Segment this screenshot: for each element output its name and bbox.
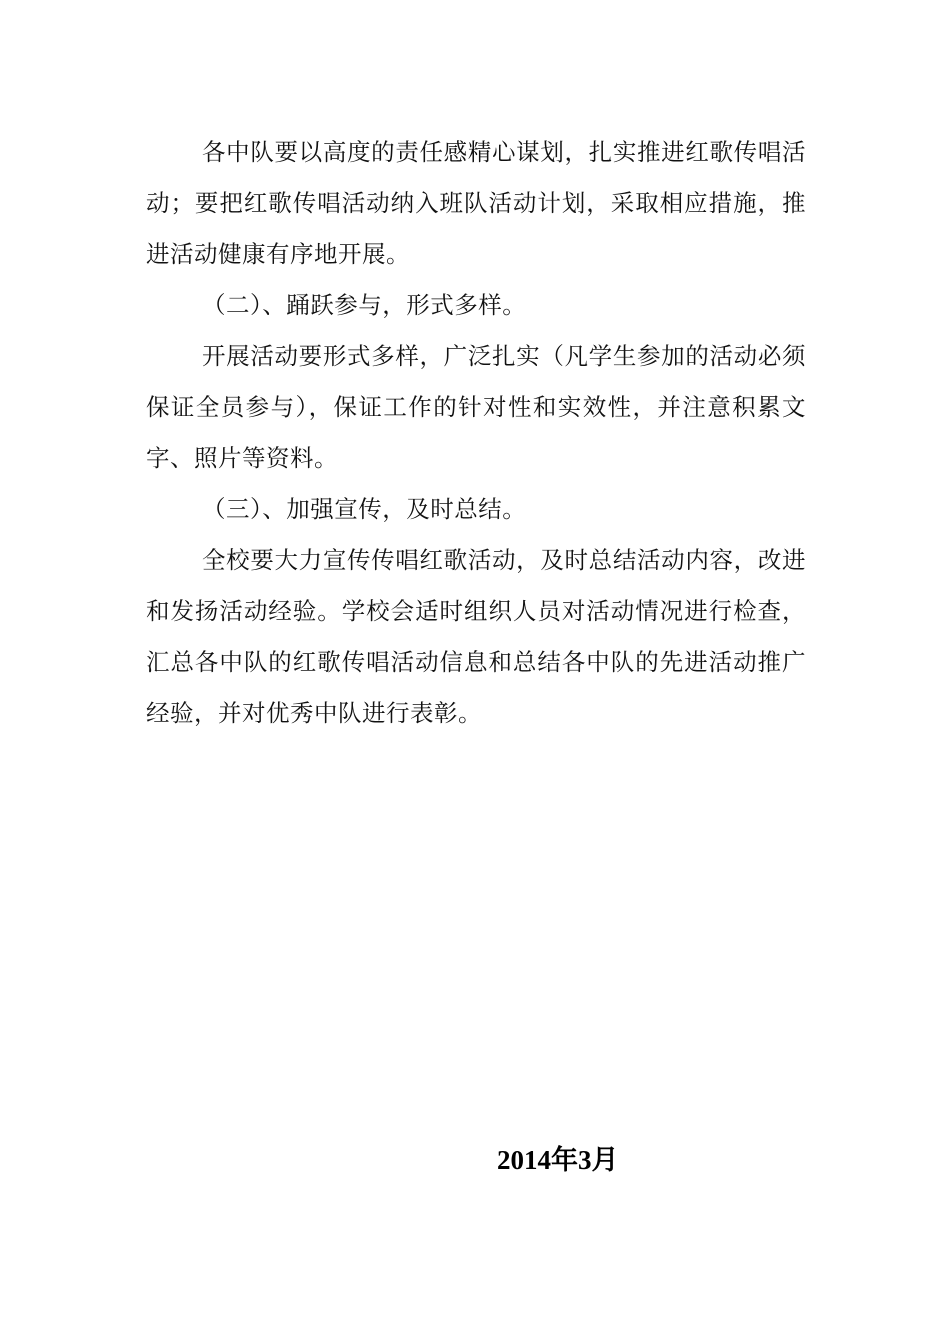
document-date: 2014年3月 — [497, 1145, 619, 1175]
paragraph-planning: 各中队要以高度的责任感精心谋划，扎实推进红歌传唱活动；要把红歌传唱活动纳入班队活动计划，采取相应措施，推进活动健康有序地开展。 — [146, 138, 806, 268]
paragraph-publicity: 全校要大力宣传传唱红歌活动，及时总结活动内容，改进和发扬活动经验。学校会适时组织人员对活动情况进行检查，汇总各中队的红歌传唱活动信息和总结各中队的先进活动推广经验，并对优秀中队进行表彰。 — [146, 546, 806, 727]
document-body — [146, 127, 806, 739]
paragraph-participation: 开展活动要形式多样，广泛扎实（凡学生参加的活动必须保证全员参与），保证工作的针对性和实效性，并注意积累文字、照片等资料。 — [146, 342, 806, 472]
section-heading-publicity: （三）、加强宣传，及时总结。 — [202, 495, 527, 523]
section-heading-participation: （二）、踊跃参与，形式多样。 — [202, 291, 527, 319]
